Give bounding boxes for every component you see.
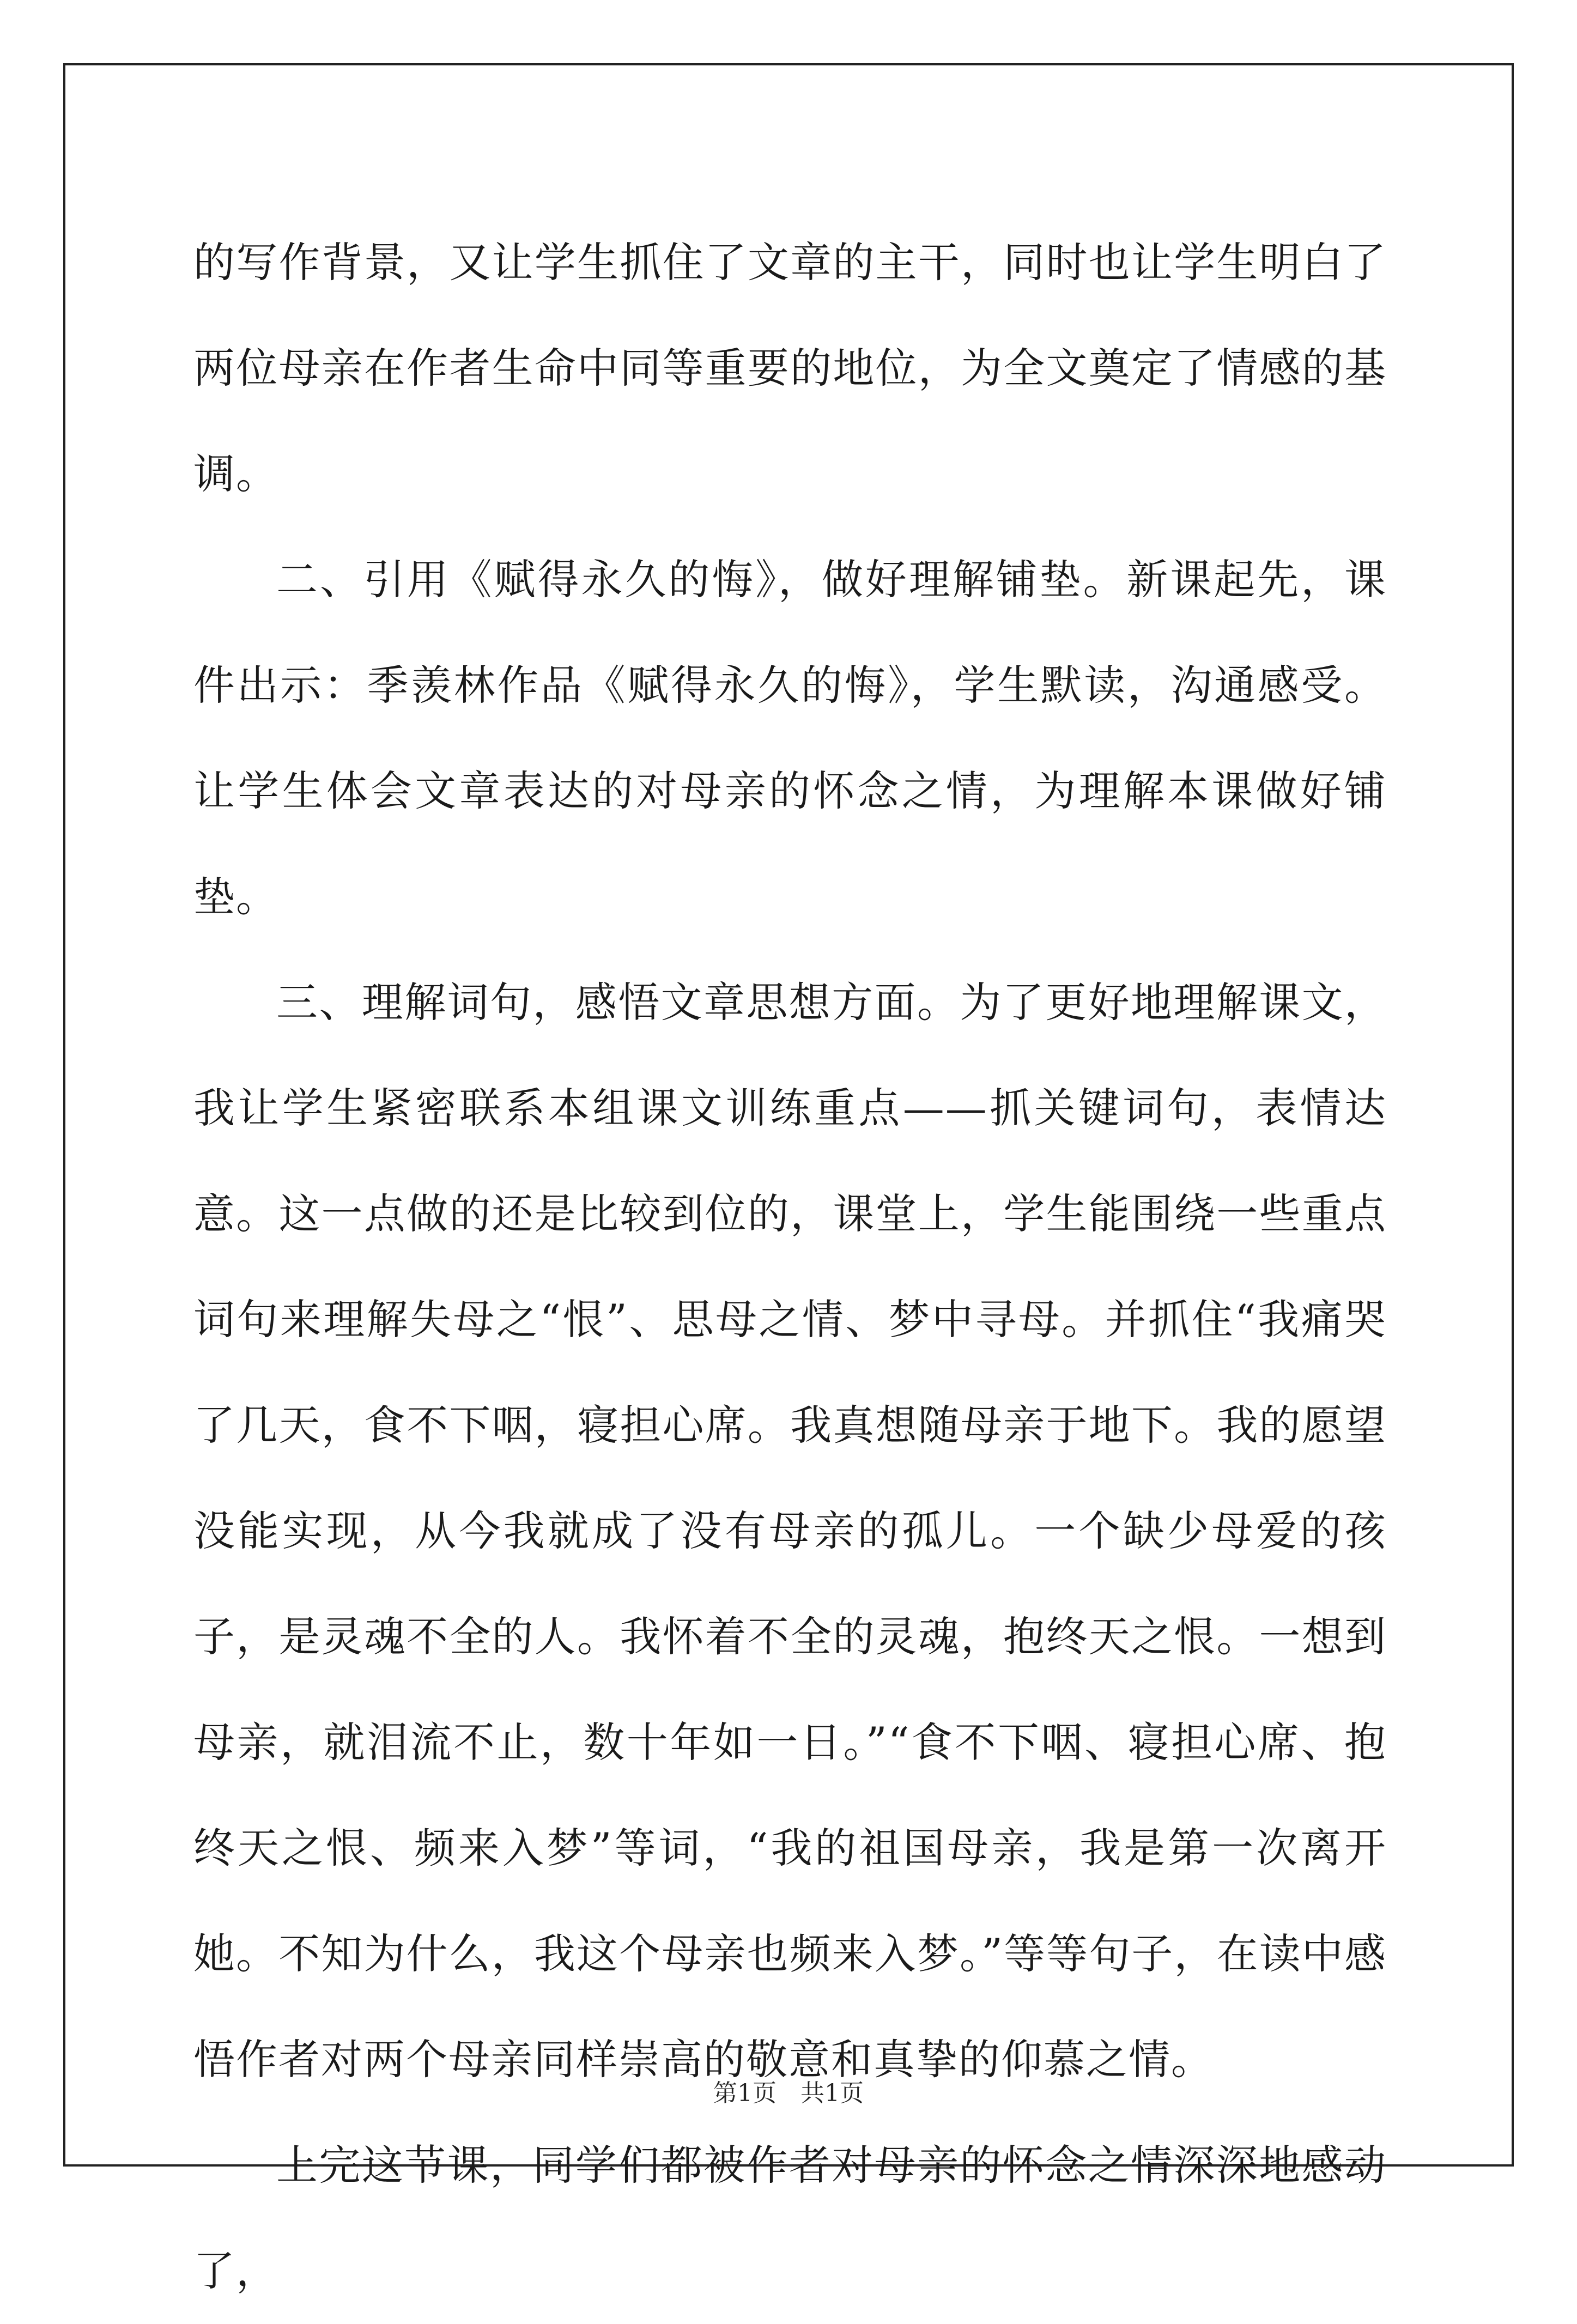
page-number-footer: 第1页 共1页 [713, 2079, 864, 2107]
paragraph-2: 二、引用《赋得永久的悔》，做好理解铺垫。新课起先，课件出示：季羡林作品《赋得永久的悔》，学生默读，沟通感受。让学生体会文章表达的对母亲的怀念之情，为理解本课做好铺垫。 [193, 555, 1387, 921]
document-body [193, 210, 1387, 2324]
paragraph-3: 三、理解词句，感悟文章思想方面。为了更好地理解课文，我让学生紧密联系本组课文训练重点——抓关键词句，表情达意。这一点做的还是比较到位的，课堂上，学生能围绕一些重点词句来理解失母之“恨”、思母之情、梦中寻母。并抓住“我痛哭了几天，食不下咽，寝担心席。我真想随母亲于地下。我的愿望没能实现，从今我就成了没有母亲的孤儿。一个缺少母爱的孩子，是灵魂不全的人。我怀着不全的灵魂，抱终天之恨。一想到母亲，就泪流不止，数十年如一日。”“食不下咽、寝担心席、抱终天之恨、频来入梦”等词，“我的祖国母亲，我是第一次离开她。不知为什么，我这个母亲也频来入梦。”等等句子，在读中感悟作者对两个母亲同样崇高的敬意和真挚的仰慕之情。 [193, 978, 1387, 2084]
paragraph-4: 上完这节课，同学们都被作者对母亲的怀念之情深深地感动了， [193, 2141, 1387, 2295]
paragraph-1: 的写作背景，又让学生抓住了文章的主干，同时也让学生明白了两位母亲在作者生命中同等重要的地位，为全文奠定了情感的基调。 [193, 238, 1387, 498]
